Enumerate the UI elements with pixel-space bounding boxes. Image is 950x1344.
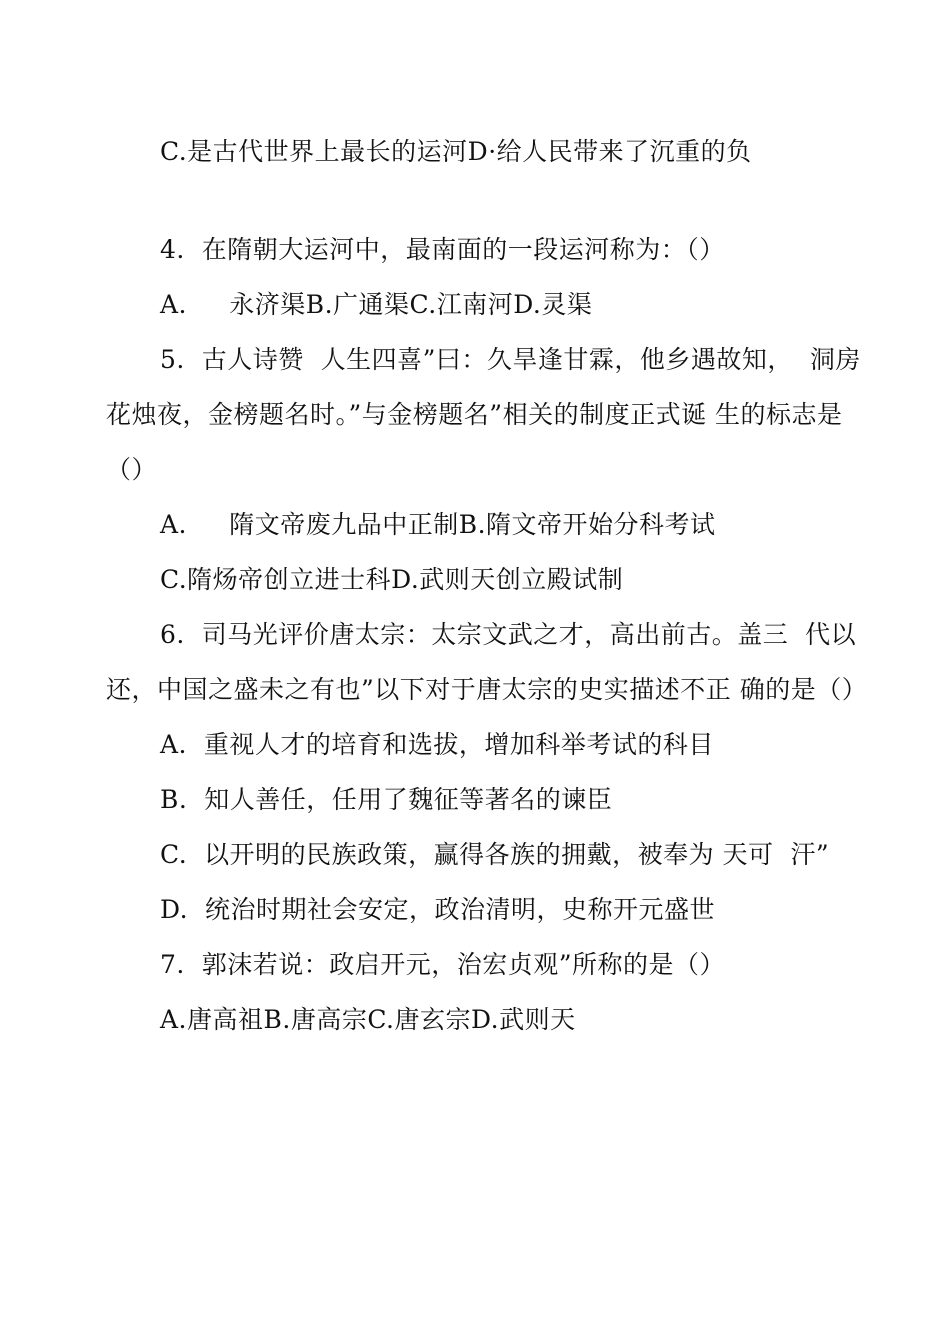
q5-stem-line3: （） — [106, 455, 158, 484]
q6-option-b: B. 知人善任，任用了魏征等著名的谏臣 — [160, 785, 613, 814]
q6-option-c: C. 以开明的民族政策，赢得各族的拥戴，被奉为 天可 汗” — [160, 840, 830, 869]
q4-stem: 4. 在隋朝大运河中，最南面的一段运河称为：（） — [160, 235, 725, 264]
q5-options-cd: C.隋炀帝创立进士科D.武则天创立殿试制 — [160, 565, 624, 594]
q3-options-cd: C.是古代世界上最长的运河D·给人民带来了沉重的负 — [160, 137, 752, 166]
q7-stem: 7. 郭沫若说：政启开元，治宏贞观”所称的是（） — [160, 950, 726, 979]
q6-stem-line2: 还，中国之盛未之有也”以下对于唐太宗的史实描述不正 确的是（） — [106, 675, 868, 704]
q6-option-d: D. 统治时期社会安定，政治清明，史称开元盛世 — [160, 895, 715, 924]
q4-options: A. 永济渠B.广通渠C.江南河D.灵渠 — [160, 290, 593, 319]
q5-stem-line1: 5. 古人诗赞 人生四喜”曰：久旱逢甘霖，他乡遇故知， 洞房 — [160, 345, 861, 374]
q5-options-ab: A. 隋文帝废九品中正制B.隋文帝开始分科考试 — [160, 510, 716, 539]
q6-option-a: A. 重视人才的培育和选拔，增加科举考试的科目 — [160, 730, 714, 759]
q6-stem-line1: 6. 司马光评价唐太宗：太宗文武之才，高出前古。盖三 代以 — [160, 620, 857, 649]
q7-options: A.唐高祖B.唐高宗C.唐玄宗D.武则天 — [160, 1005, 576, 1034]
q5-stem-line2: 花烛夜，金榜题名时。”与金榜题名”相关的制度正式诞 生的标志是 — [106, 400, 843, 429]
